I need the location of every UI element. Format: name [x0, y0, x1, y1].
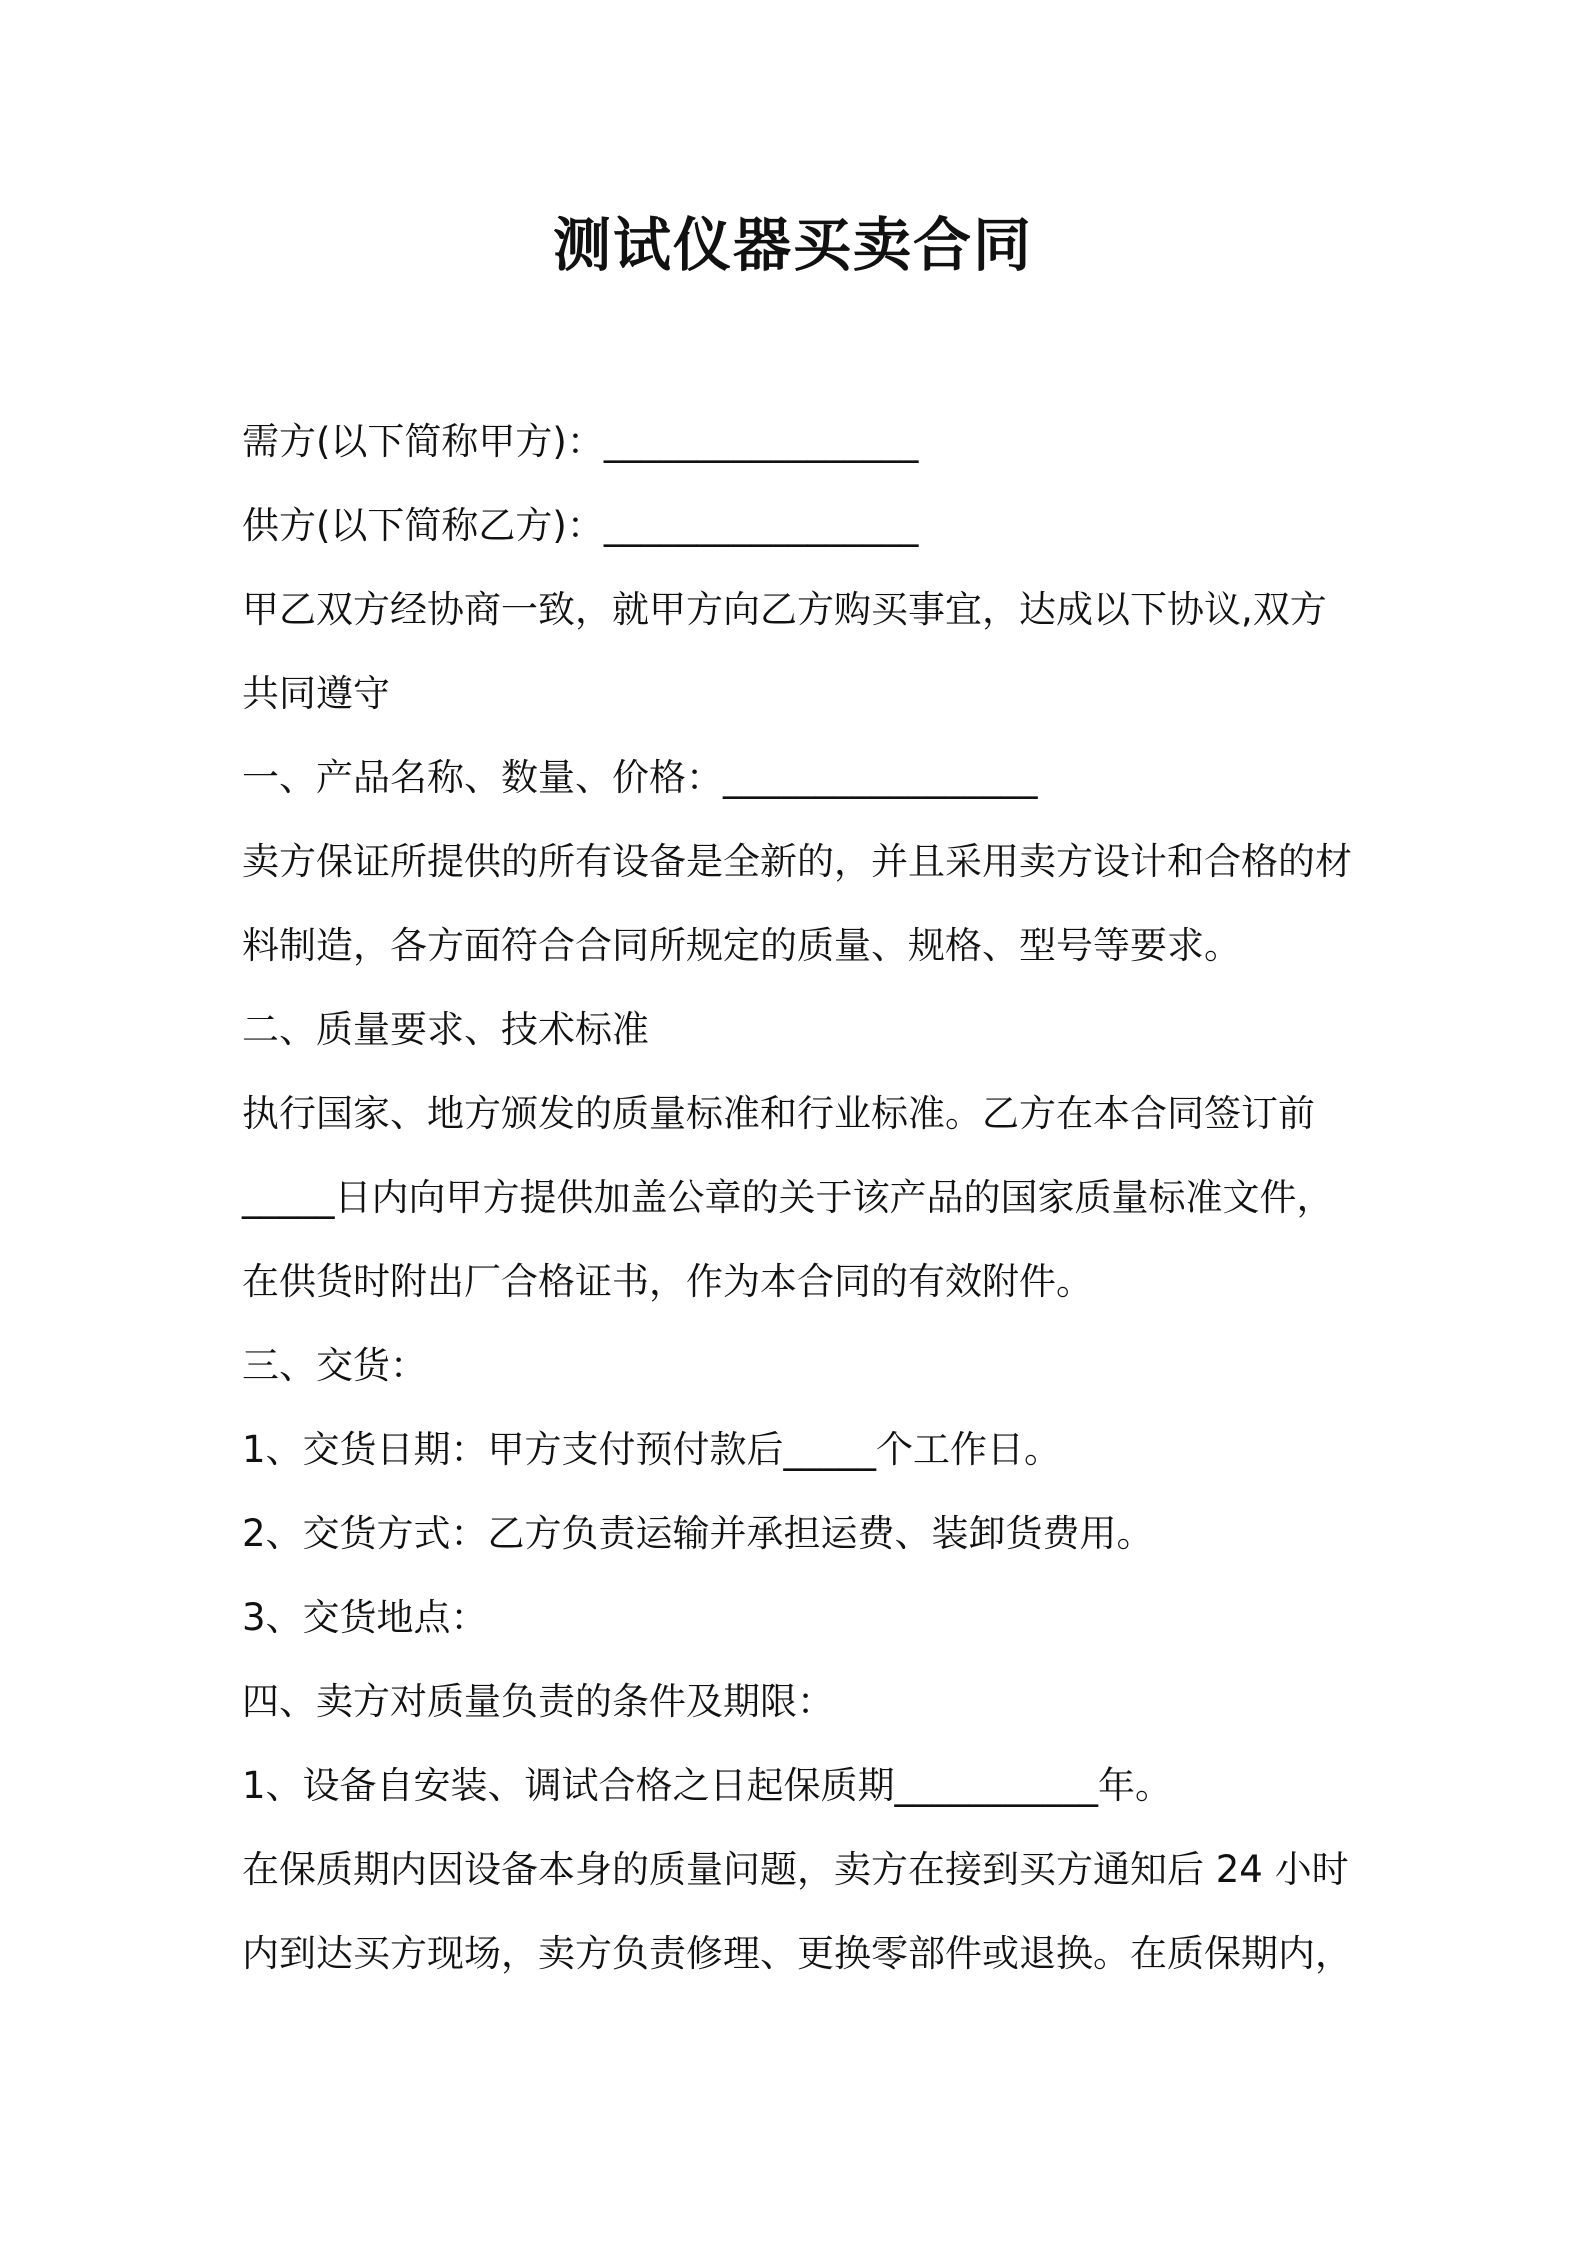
- paragraph-line: 卖方保证所提供的所有设备是全新的，并且采用卖方设计和合格的材: [242, 840, 1352, 883]
- contract-body: [242, 400, 1352, 1996]
- delivery-method-item: 2、交货方式：乙方负责运输并承担运费、装卸货费用。: [242, 1512, 1154, 1555]
- section-3-heading: 三、交货：: [242, 1344, 427, 1387]
- buyer-line: 需方(以下简称甲方)：_________________: [242, 420, 919, 463]
- paragraph-line: 料制造，各方面符合合同所规定的质量、规格、型号等要求。: [242, 924, 1241, 967]
- paragraph-line: _____日内向甲方提供加盖公章的关于该产品的国家质量标准文件，: [242, 1176, 1334, 1219]
- paragraph-line: 在供货时附出厂合格证书，作为本合同的有效附件。: [242, 1260, 1093, 1303]
- paragraph-line: 内到达买方现场，卖方负责修理、更换零部件或退换。在质保期内，: [242, 1932, 1352, 1975]
- preamble-line-2: 共同遵守: [242, 672, 390, 715]
- warranty-period-item: 1、设备自安装、调试合格之日起保质期___________年。: [242, 1764, 1173, 1807]
- paragraph-line: 执行国家、地方颁发的质量标准和行业标准。乙方在本合同签订前: [242, 1092, 1315, 1135]
- section-1-heading: 一、产品名称、数量、价格：_________________: [242, 756, 1038, 799]
- paragraph-line: 在保质期内因设备本身的质量问题，卖方在接到买方通知后 24 小时: [242, 1848, 1349, 1891]
- preamble-line-1: 甲乙双方经协商一致，就甲方向乙方购买事宜，达成以下协议,双方: [242, 588, 1327, 631]
- supplier-line: 供方(以下简称乙方)：_________________: [242, 504, 919, 547]
- delivery-location-item: 3、交货地点：: [242, 1596, 488, 1639]
- delivery-date-item: 1、交货日期：甲方支付预付款后_____个工作日。: [242, 1428, 1062, 1471]
- document-title: 测试仪器买卖合同: [552, 211, 1033, 279]
- section-4-heading: 四、卖方对质量负责的条件及期限：: [242, 1680, 834, 1723]
- section-2-heading: 二、质量要求、技术标准: [242, 1008, 649, 1051]
